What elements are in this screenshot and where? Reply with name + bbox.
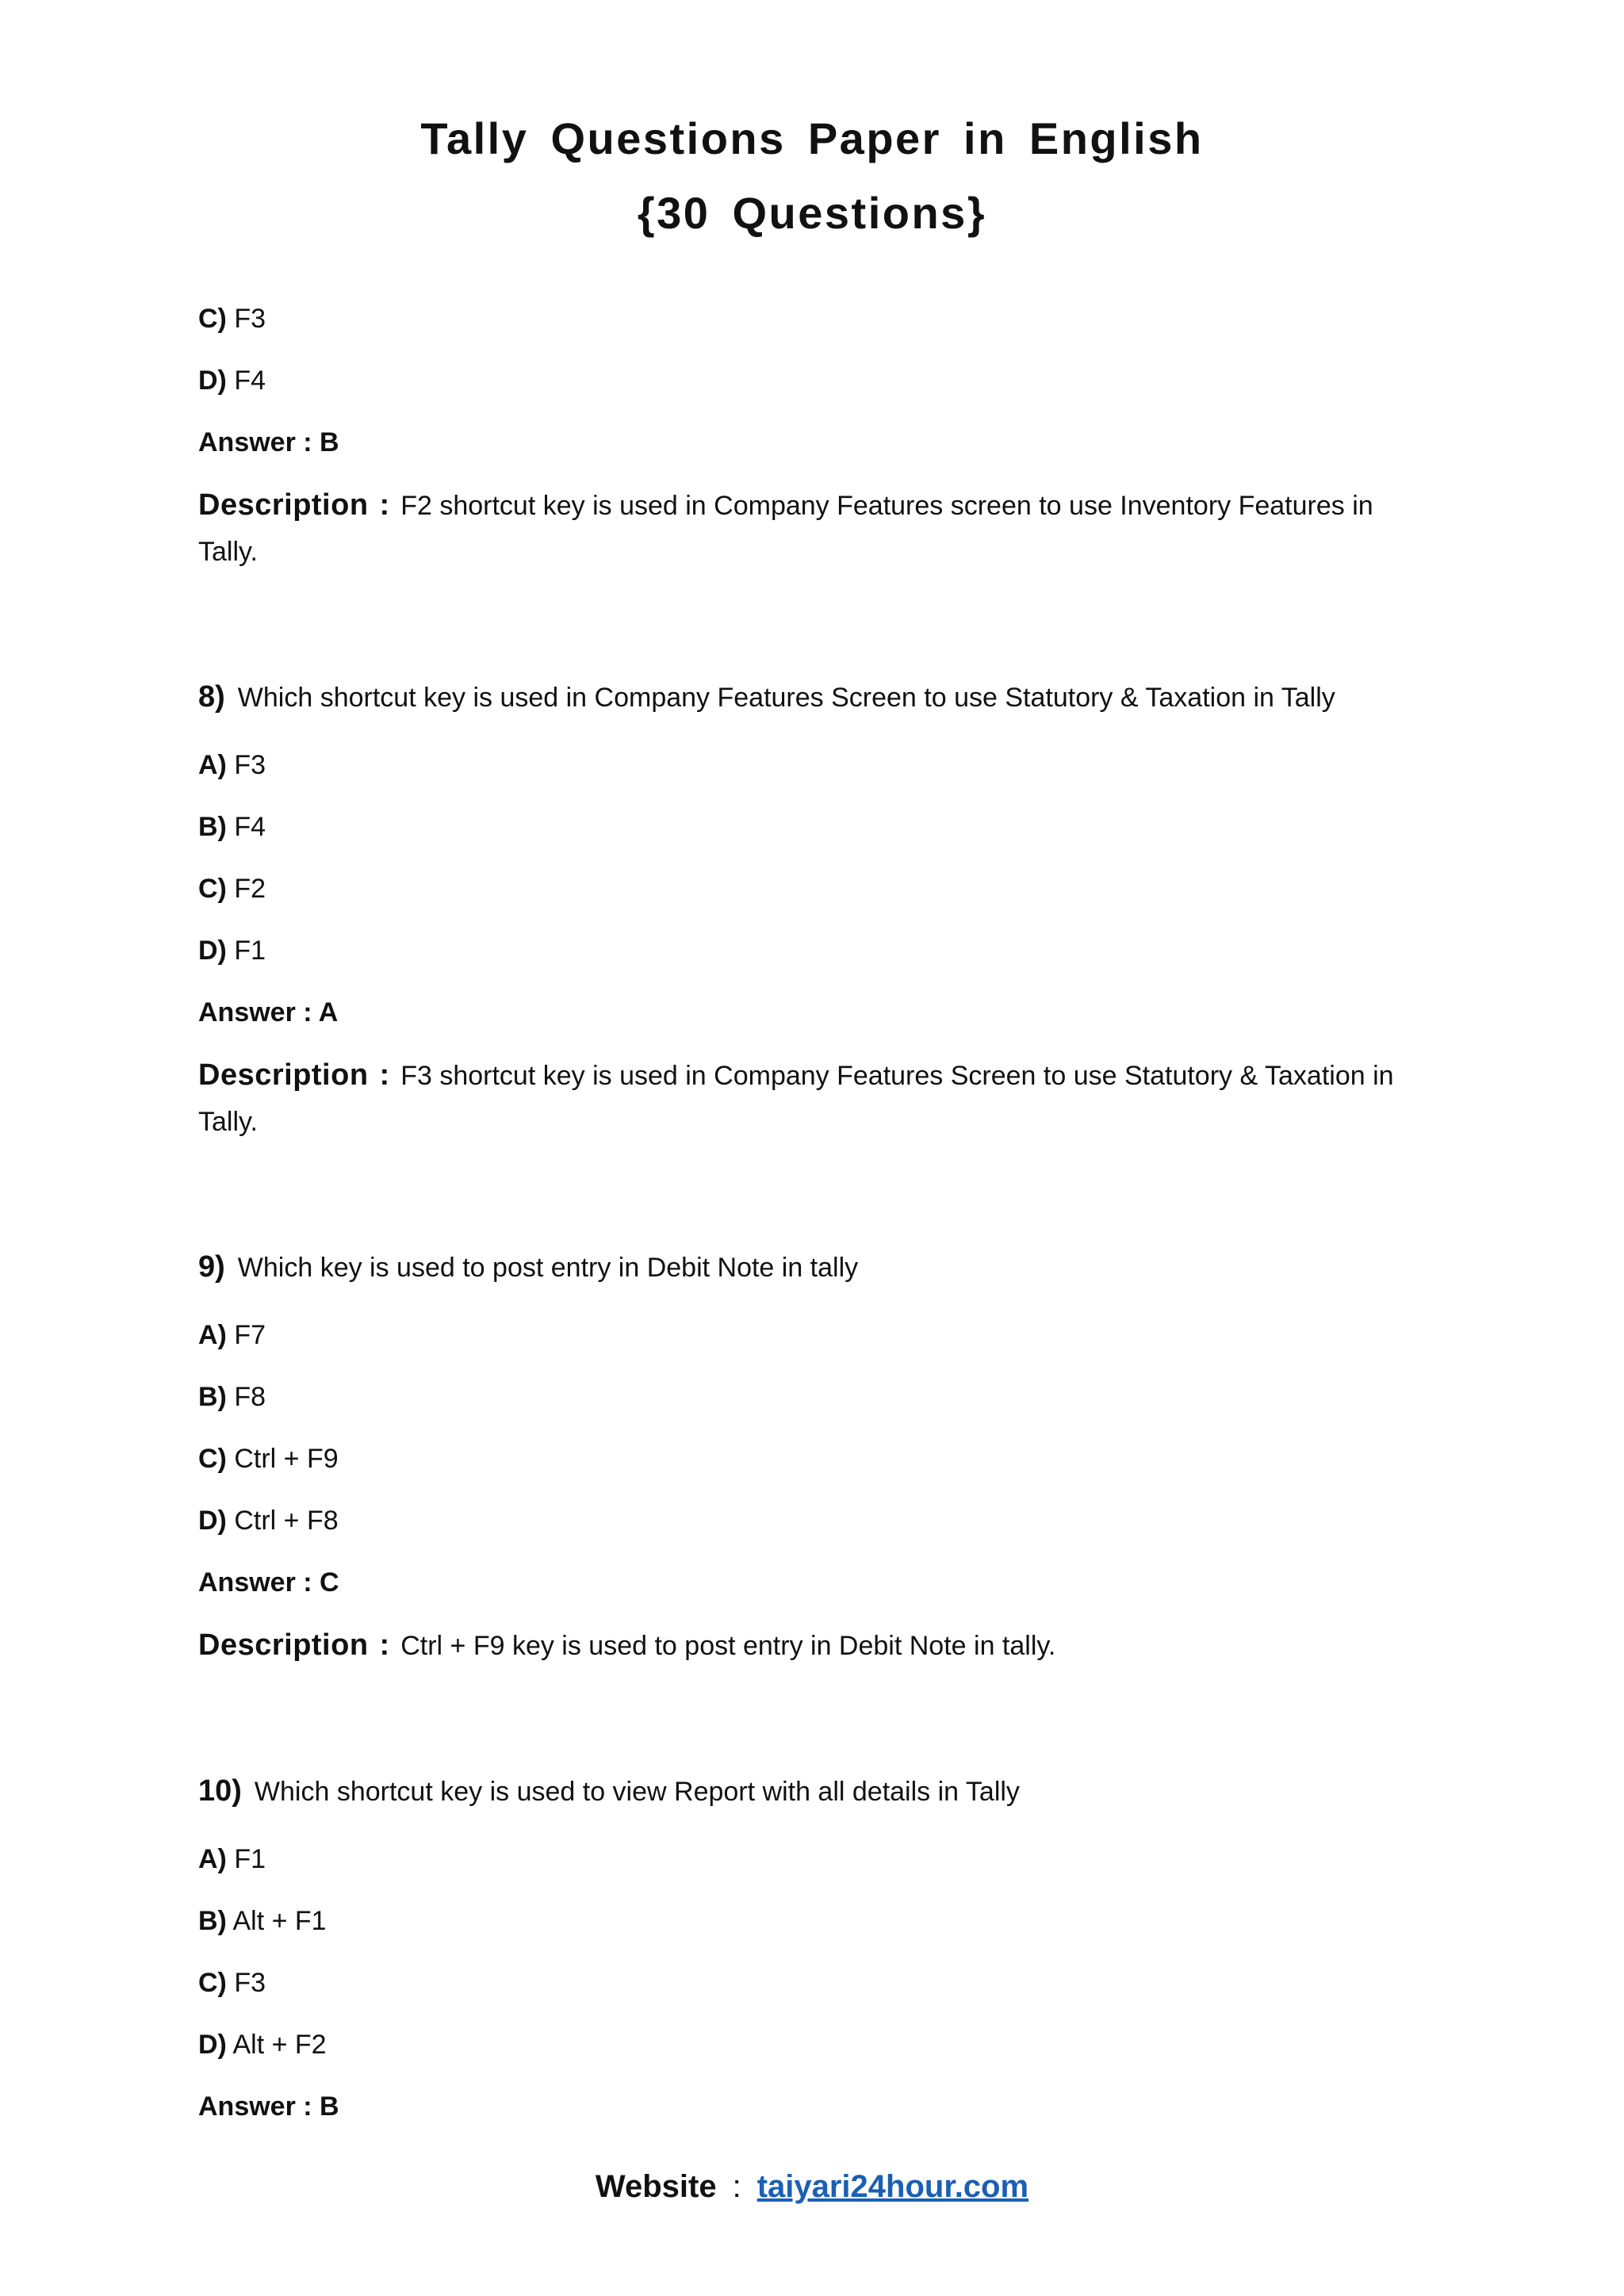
description-label: Description (198, 488, 369, 522)
answer: Answer : B (198, 427, 339, 457)
option-text: F1 (234, 936, 266, 966)
option-label: A) (198, 750, 227, 780)
question-block-8 (198, 673, 1435, 1145)
option-label: D) (198, 2030, 227, 2060)
option-label: D) (198, 1506, 227, 1536)
question-block-10 (198, 1767, 1435, 2145)
question-block-7-continued (198, 295, 1435, 575)
option-label: C) (198, 1968, 227, 1998)
description-text: F2 shortcut key is used in Company Features screen to use Inventory Features in Tally. (198, 491, 1373, 567)
option-label: B) (198, 812, 227, 842)
description-label: Description (198, 1628, 369, 1662)
option-label: B) (198, 1906, 227, 1936)
option-text: F3 (234, 750, 266, 780)
description (198, 482, 1435, 575)
description-text: Ctrl + F9 key is used to post entry in Debit Note in tally. (400, 1631, 1056, 1661)
section-gap (198, 1145, 1435, 1243)
option-text: Alt + F1 (232, 1906, 327, 1936)
description-text: F3 shortcut key is used in Company Features Screen to use Statutory & Taxation in Tally. (198, 1061, 1394, 1137)
option-b (198, 1373, 1435, 1435)
option-label: C) (198, 304, 227, 334)
option-a (198, 1311, 1435, 1373)
section-gap (198, 1669, 1435, 1767)
page-subtitle: {30 Questions} (637, 188, 987, 238)
question-heading (198, 1243, 1435, 1311)
option-text: Ctrl + F8 (234, 1506, 339, 1536)
section-gap (198, 575, 1435, 673)
option-c (198, 865, 1435, 927)
description-colon: : (379, 1628, 390, 1662)
option-label: B) (198, 1382, 227, 1412)
option-text: F2 (234, 874, 266, 904)
question-text: Which shortcut key is used to view Report with all details in Tally (254, 1777, 1020, 1807)
option-text: F8 (234, 1382, 266, 1412)
question-heading (198, 1767, 1435, 1835)
description (198, 1052, 1435, 1145)
description-colon: : (379, 488, 390, 522)
description-label: Description (198, 1058, 369, 1092)
option-text: F7 (234, 1320, 266, 1350)
option-label: C) (198, 874, 227, 904)
option-label: D) (198, 365, 227, 396)
question-list (198, 295, 1435, 2145)
option-text: F4 (234, 812, 266, 842)
option-d (198, 2021, 1435, 2083)
question-text: Which key is used to post entry in Debit Note in tally (237, 1253, 859, 1283)
description-colon: : (379, 1058, 390, 1092)
option-c (198, 295, 1435, 357)
page-footer (0, 2169, 1624, 2205)
option-label: C) (198, 1444, 227, 1474)
website-label: Website (595, 2169, 717, 2204)
option-text: F4 (234, 365, 266, 396)
answer: Answer : A (198, 997, 339, 1027)
website-colon: : (732, 2169, 741, 2204)
option-text: F3 (234, 1968, 266, 1998)
option-d (198, 927, 1435, 989)
option-text: Ctrl + F9 (234, 1444, 339, 1474)
option-d (198, 1497, 1435, 1559)
option-b (198, 803, 1435, 865)
option-label: D) (198, 936, 227, 966)
option-text: Alt + F2 (232, 2030, 327, 2060)
answer: Answer : B (198, 2091, 339, 2122)
page-header (0, 101, 1624, 251)
question-number: 10) (198, 1774, 242, 1808)
option-a (198, 1835, 1435, 1897)
question-block-9 (198, 1243, 1435, 1669)
option-d (198, 357, 1435, 419)
question-number: 8) (198, 680, 225, 714)
option-label: A) (198, 1320, 227, 1350)
description (198, 1622, 1435, 1669)
option-text: F3 (234, 304, 266, 334)
page-title: Tally Questions Paper in English (420, 113, 1204, 163)
option-text: F1 (234, 1844, 266, 1874)
question-heading (198, 673, 1435, 741)
option-c (198, 1959, 1435, 2021)
answer: Answer : C (198, 1567, 339, 1598)
option-b (198, 1897, 1435, 1959)
question-number: 9) (198, 1250, 225, 1284)
option-label: A) (198, 1844, 227, 1874)
option-c (198, 1435, 1435, 1497)
website-link[interactable]: taiyari24hour.com (756, 2169, 1029, 2204)
option-a (198, 741, 1435, 803)
question-text: Which shortcut key is used in Company Features Screen to use Statutory & Taxation in Tally (237, 683, 1335, 713)
